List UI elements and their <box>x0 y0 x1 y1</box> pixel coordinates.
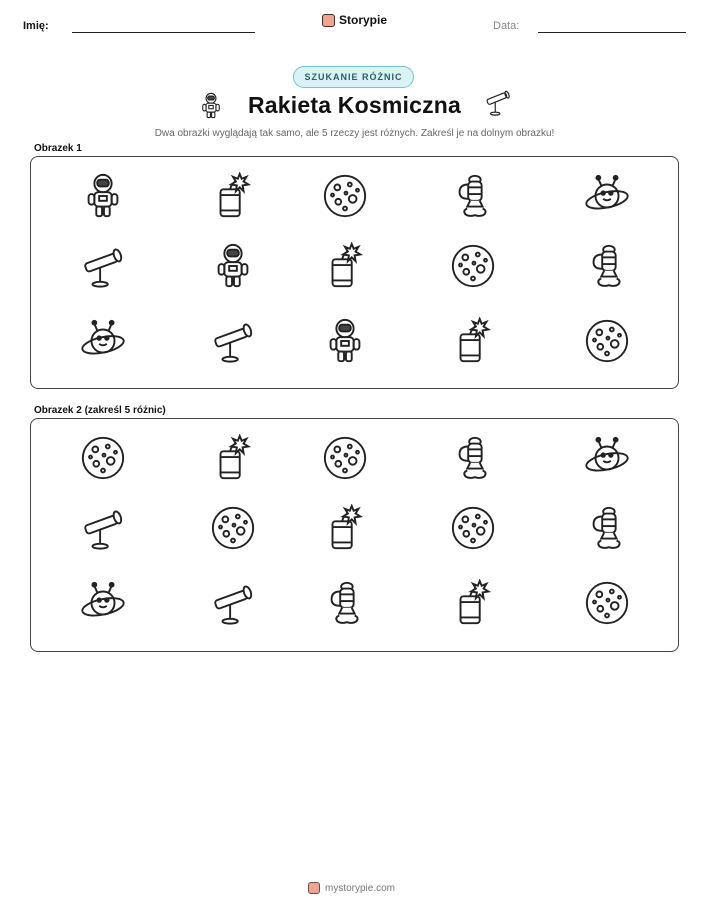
rocket-icon[interactable] <box>449 172 497 220</box>
activity-badge: SZUKANIE RÓŻNIC <box>293 66 414 88</box>
footer <box>308 882 395 894</box>
telescope-icon[interactable] <box>209 317 257 365</box>
page-title: Rakieta Kosmiczna <box>247 92 462 118</box>
firework-can-icon[interactable] <box>209 434 257 482</box>
moon-icon[interactable] <box>449 242 497 290</box>
telescope-icon <box>482 90 512 116</box>
date-line[interactable] <box>538 32 686 33</box>
telescope-icon[interactable] <box>79 504 127 552</box>
firework-can-icon[interactable] <box>449 317 497 365</box>
astronaut-icon[interactable] <box>209 242 257 290</box>
name-line[interactable] <box>72 32 255 33</box>
telescope-icon[interactable] <box>79 242 127 290</box>
moon-icon[interactable] <box>79 434 127 482</box>
date-label: Data: <box>493 20 520 32</box>
footer-url: mystorypie.com <box>325 882 396 894</box>
firework-can-icon[interactable] <box>321 242 369 290</box>
picture2-panel[interactable] <box>30 418 679 652</box>
rocket-icon[interactable] <box>583 504 631 552</box>
section1-label: Obrazek 1 <box>34 143 82 154</box>
storypie-logo-icon <box>308 882 320 894</box>
firework-can-icon[interactable] <box>449 579 497 627</box>
moon-icon[interactable] <box>321 172 369 220</box>
alien-ufo-icon[interactable] <box>79 579 127 627</box>
alien-ufo-icon[interactable] <box>583 172 631 220</box>
rocket-icon[interactable] <box>449 434 497 482</box>
brand-logo <box>322 13 387 27</box>
astronaut-icon[interactable] <box>79 172 127 220</box>
moon-icon[interactable] <box>449 504 497 552</box>
firework-can-icon[interactable] <box>209 172 257 220</box>
brand-name: Storypie <box>339 13 388 27</box>
storypie-logo-icon <box>322 14 335 27</box>
rocket-icon[interactable] <box>583 242 631 290</box>
astronaut-icon[interactable] <box>321 317 369 365</box>
alien-ufo-icon[interactable] <box>79 317 127 365</box>
name-label: Imię: <box>23 20 49 32</box>
moon-icon[interactable] <box>583 317 631 365</box>
rocket-icon[interactable] <box>321 579 369 627</box>
picture1-panel[interactable] <box>30 156 679 389</box>
telescope-icon[interactable] <box>209 579 257 627</box>
moon-icon[interactable] <box>321 434 369 482</box>
moon-icon[interactable] <box>583 579 631 627</box>
moon-icon[interactable] <box>209 504 257 552</box>
alien-ufo-icon[interactable] <box>583 434 631 482</box>
section2-label: Obrazek 2 (zakreśl 5 różnic) <box>34 405 166 416</box>
instructions: Dwa obrazki wyglądają tak samo, ale 5 rzeczy jest różnych. Zakreśl je na dolnym obrazku! <box>154 128 555 139</box>
firework-can-icon[interactable] <box>321 504 369 552</box>
